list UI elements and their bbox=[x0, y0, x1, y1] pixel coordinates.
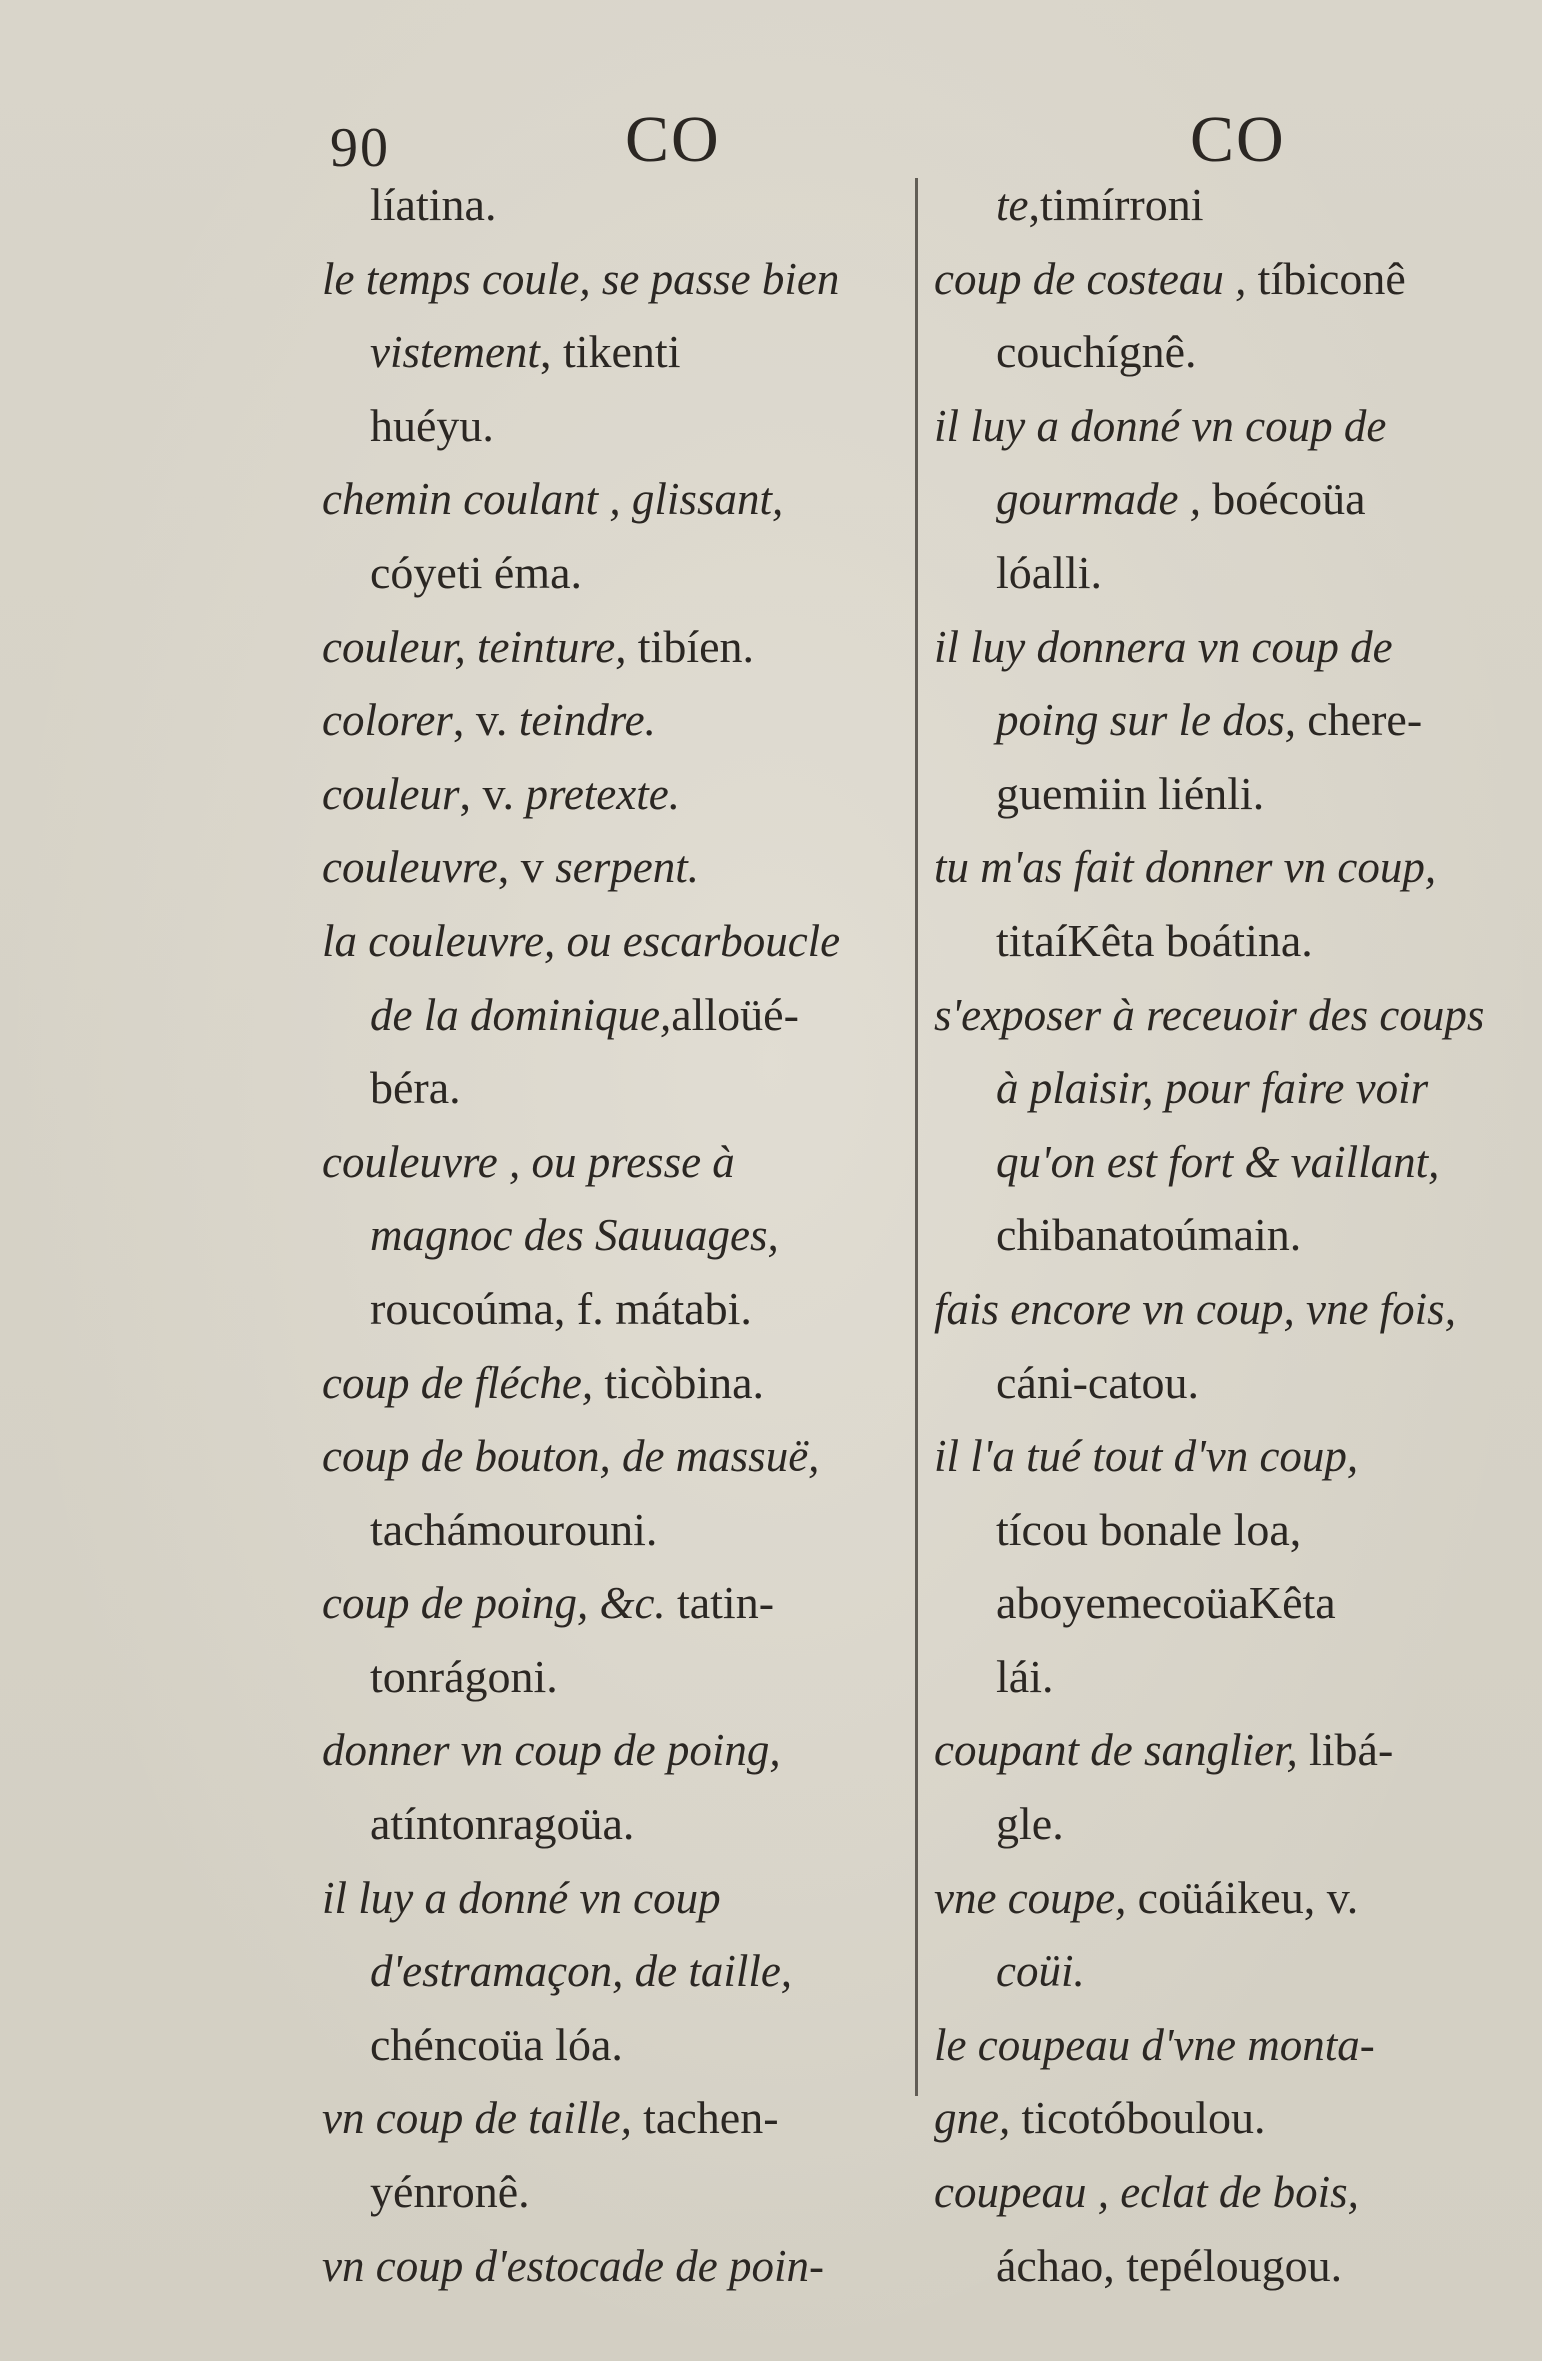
carib-text: gle. bbox=[996, 1798, 1064, 1850]
french-text: fais encore vn coup, vne fois, bbox=[934, 1283, 1456, 1334]
french-text: coup de bouton, de massuë, bbox=[322, 1431, 820, 1482]
french-text: teindre. bbox=[518, 695, 656, 746]
carib-text: chere- bbox=[1307, 694, 1423, 746]
carib-text: libá- bbox=[1308, 1724, 1394, 1776]
french-text: de la dominique, bbox=[370, 989, 672, 1040]
carib-text: guemiin liénli. bbox=[996, 767, 1265, 819]
dictionary-line bbox=[934, 536, 1494, 610]
dictionary-line bbox=[322, 1493, 912, 1567]
dictionary-line bbox=[934, 2081, 1494, 2155]
french-text: gourmade , bbox=[996, 474, 1213, 525]
french-text: gne, bbox=[934, 2093, 1022, 2144]
carib-text: boécoüa bbox=[1212, 473, 1366, 525]
french-text: pretexte. bbox=[525, 768, 680, 819]
dictionary-line bbox=[934, 830, 1494, 904]
carib-text: alloüé- bbox=[671, 988, 799, 1040]
carib-text: ticotóboulou. bbox=[1021, 2092, 1266, 2144]
dictionary-line bbox=[934, 1566, 1494, 1640]
dictionary-line bbox=[322, 610, 912, 684]
carib-text: chéncoüa lóa. bbox=[370, 2018, 623, 2070]
french-text: serpent. bbox=[555, 842, 699, 893]
dictionary-line bbox=[322, 1787, 912, 1861]
carib-text: béra. bbox=[370, 1062, 461, 1114]
carib-text: lóalli. bbox=[996, 546, 1103, 598]
french-text: coupeau , eclat de bois, bbox=[934, 2167, 1359, 2218]
carib-text: roucoúma, f. mátabi. bbox=[370, 1282, 752, 1334]
carib-text: couchígnê. bbox=[996, 326, 1197, 378]
carib-text: cáni-catou. bbox=[996, 1356, 1200, 1408]
dictionary-line bbox=[322, 904, 912, 978]
carib-text: coüáikeu, v. bbox=[1137, 1871, 1359, 1923]
left-column bbox=[322, 168, 912, 2302]
french-text: vistement bbox=[370, 327, 540, 378]
dictionary-line bbox=[322, 2081, 912, 2155]
column-divider bbox=[915, 178, 918, 2096]
dictionary-line bbox=[934, 1198, 1494, 1272]
french-text: donner vn coup de poing, bbox=[322, 1725, 781, 1776]
dictionary-line bbox=[934, 2155, 1494, 2229]
dictionary-line bbox=[934, 1787, 1494, 1861]
dictionary-line bbox=[322, 1272, 912, 1346]
dictionary-line bbox=[322, 978, 912, 1052]
carib-text: , v. bbox=[459, 767, 526, 819]
french-text: couleur, teinture, bbox=[322, 621, 638, 672]
dictionary-line bbox=[934, 2229, 1494, 2303]
french-text: coup de poing, &c. bbox=[322, 1578, 677, 1629]
french-text: chemin coulant , glissant, bbox=[322, 474, 784, 525]
french-text: Sauuages, bbox=[594, 1210, 779, 1261]
french-text: vn coup de taille, bbox=[322, 2093, 644, 2144]
french-text: coupant de sanglier, bbox=[934, 1725, 1309, 1776]
dictionary-line bbox=[934, 683, 1494, 757]
french-text: qu'on est fort & vaillant, bbox=[996, 1136, 1440, 1187]
dictionary-line bbox=[934, 1346, 1494, 1420]
page-number: 90 bbox=[330, 117, 390, 179]
carib-text: tícou bonale loa, bbox=[996, 1503, 1302, 1555]
carib-text: chibanatoúmain. bbox=[996, 1209, 1302, 1261]
dictionary-line bbox=[934, 757, 1494, 831]
french-text: la couleuvre, ou escarboucle bbox=[322, 915, 841, 966]
french-text: colorer bbox=[322, 695, 453, 746]
dictionary-line bbox=[934, 315, 1494, 389]
running-header-left: CO bbox=[625, 103, 721, 176]
dictionary-line bbox=[322, 1566, 912, 1640]
dictionary-line bbox=[322, 1346, 912, 1420]
carib-text: aboyemecoüaKêta bbox=[996, 1577, 1336, 1629]
french-text: il l'a tué tout d'vn coup, bbox=[934, 1431, 1359, 1482]
dictionary-line bbox=[322, 1198, 912, 1272]
carib-text: atíntonragoüa. bbox=[370, 1798, 635, 1850]
french-text: couleuvre bbox=[322, 842, 498, 893]
french-text: à plaisir, pour faire voir bbox=[996, 1063, 1429, 1114]
french-text: il luy a donné vn coup de bbox=[934, 400, 1387, 451]
carib-text: tíbiconê bbox=[1257, 252, 1406, 304]
carib-text: tachen- bbox=[643, 2092, 779, 2144]
carib-text: cóyeti éma. bbox=[370, 546, 583, 598]
french-text: vn coup d'estocade de poin- bbox=[322, 2240, 824, 2291]
carib-text: áchao, tepélougou. bbox=[996, 2239, 1343, 2291]
dictionary-line bbox=[322, 683, 912, 757]
carib-text: , v. bbox=[452, 694, 519, 746]
french-text: le temps coule, se passe bien bbox=[322, 253, 840, 304]
carib-text: líatina. bbox=[370, 179, 497, 230]
dictionary-line bbox=[322, 2229, 912, 2303]
dictionary-line bbox=[322, 1640, 912, 1714]
dictionary-line bbox=[934, 389, 1494, 463]
french-text: d'estramaçon, de taille, bbox=[370, 1946, 793, 1997]
running-header-right: CO bbox=[1190, 103, 1286, 176]
dictionary-line bbox=[934, 1713, 1494, 1787]
dictionary-line bbox=[934, 168, 1494, 242]
dictionary-line bbox=[322, 1051, 912, 1125]
french-text: il luy a donné vn coup bbox=[322, 1872, 721, 1923]
french-text: couleuvre , ou presse à bbox=[322, 1136, 735, 1187]
french-text: couleur bbox=[322, 768, 460, 819]
dictionary-line bbox=[322, 1713, 912, 1787]
dictionary-line bbox=[934, 462, 1494, 536]
french-text: vne coupe, bbox=[934, 1872, 1138, 1923]
carib-text: tatin- bbox=[676, 1577, 775, 1629]
dictionary-line bbox=[322, 315, 912, 389]
dictionary-line bbox=[934, 978, 1494, 1052]
dictionary-line bbox=[934, 1125, 1494, 1199]
dictionary-line bbox=[934, 1861, 1494, 1935]
dictionary-line bbox=[322, 2155, 912, 2229]
dictionary-line bbox=[322, 168, 912, 242]
dictionary-line bbox=[322, 242, 912, 316]
dictionary-line bbox=[934, 1640, 1494, 1714]
dictionary-line bbox=[934, 1493, 1494, 1567]
dictionary-line bbox=[322, 1934, 912, 2008]
french-text: coup de costeau , bbox=[934, 253, 1258, 304]
dictionary-line bbox=[934, 1419, 1494, 1493]
french-text: coup de fléche, bbox=[322, 1357, 605, 1408]
carib-text: yénronê. bbox=[370, 2166, 530, 2218]
french-text: s'exposer à receuoir des coups bbox=[934, 989, 1485, 1040]
dictionary-line bbox=[322, 1419, 912, 1493]
dictionary-line bbox=[322, 1125, 912, 1199]
right-column bbox=[934, 168, 1494, 2302]
carib-text: ticòbina. bbox=[604, 1356, 765, 1408]
dictionary-line bbox=[934, 1272, 1494, 1346]
dictionary-line bbox=[322, 536, 912, 610]
dictionary-line bbox=[322, 1861, 912, 1935]
carib-text: tonrágoni. bbox=[370, 1650, 558, 1702]
french-text: magnoc des bbox=[370, 1210, 595, 1261]
carib-text: , v bbox=[497, 841, 556, 893]
dictionary-line bbox=[934, 1051, 1494, 1125]
carib-text: tachámourouni. bbox=[370, 1503, 658, 1555]
dictionary-line bbox=[934, 904, 1494, 978]
carib-text: titaíKêta boátina. bbox=[996, 914, 1313, 966]
carib-text: ,timírroni bbox=[1028, 179, 1204, 230]
french-text: poing sur le dos, bbox=[996, 695, 1308, 746]
carib-text: , tikenti bbox=[539, 326, 681, 378]
dictionary-line bbox=[322, 462, 912, 536]
french-text: le coupeau d'vne monta- bbox=[934, 2019, 1375, 2070]
carib-text: lái. bbox=[996, 1650, 1054, 1702]
dictionary-line bbox=[934, 1934, 1494, 2008]
french-text: il luy donnera vn coup de bbox=[934, 621, 1393, 672]
dictionary-line bbox=[322, 389, 912, 463]
dictionary-line bbox=[934, 2008, 1494, 2082]
dictionary-line bbox=[934, 242, 1494, 316]
dictionary-line bbox=[322, 757, 912, 831]
dictionary-line bbox=[322, 2008, 912, 2082]
french-text: tu m'as fait donner vn coup, bbox=[934, 842, 1437, 893]
dictionary-line bbox=[934, 610, 1494, 684]
dictionary-line bbox=[322, 830, 912, 904]
french-text: te bbox=[996, 180, 1029, 230]
french-text: coüi. bbox=[996, 1946, 1085, 1997]
carib-text: tibíen. bbox=[637, 620, 755, 672]
carib-text: huéyu. bbox=[370, 399, 494, 451]
